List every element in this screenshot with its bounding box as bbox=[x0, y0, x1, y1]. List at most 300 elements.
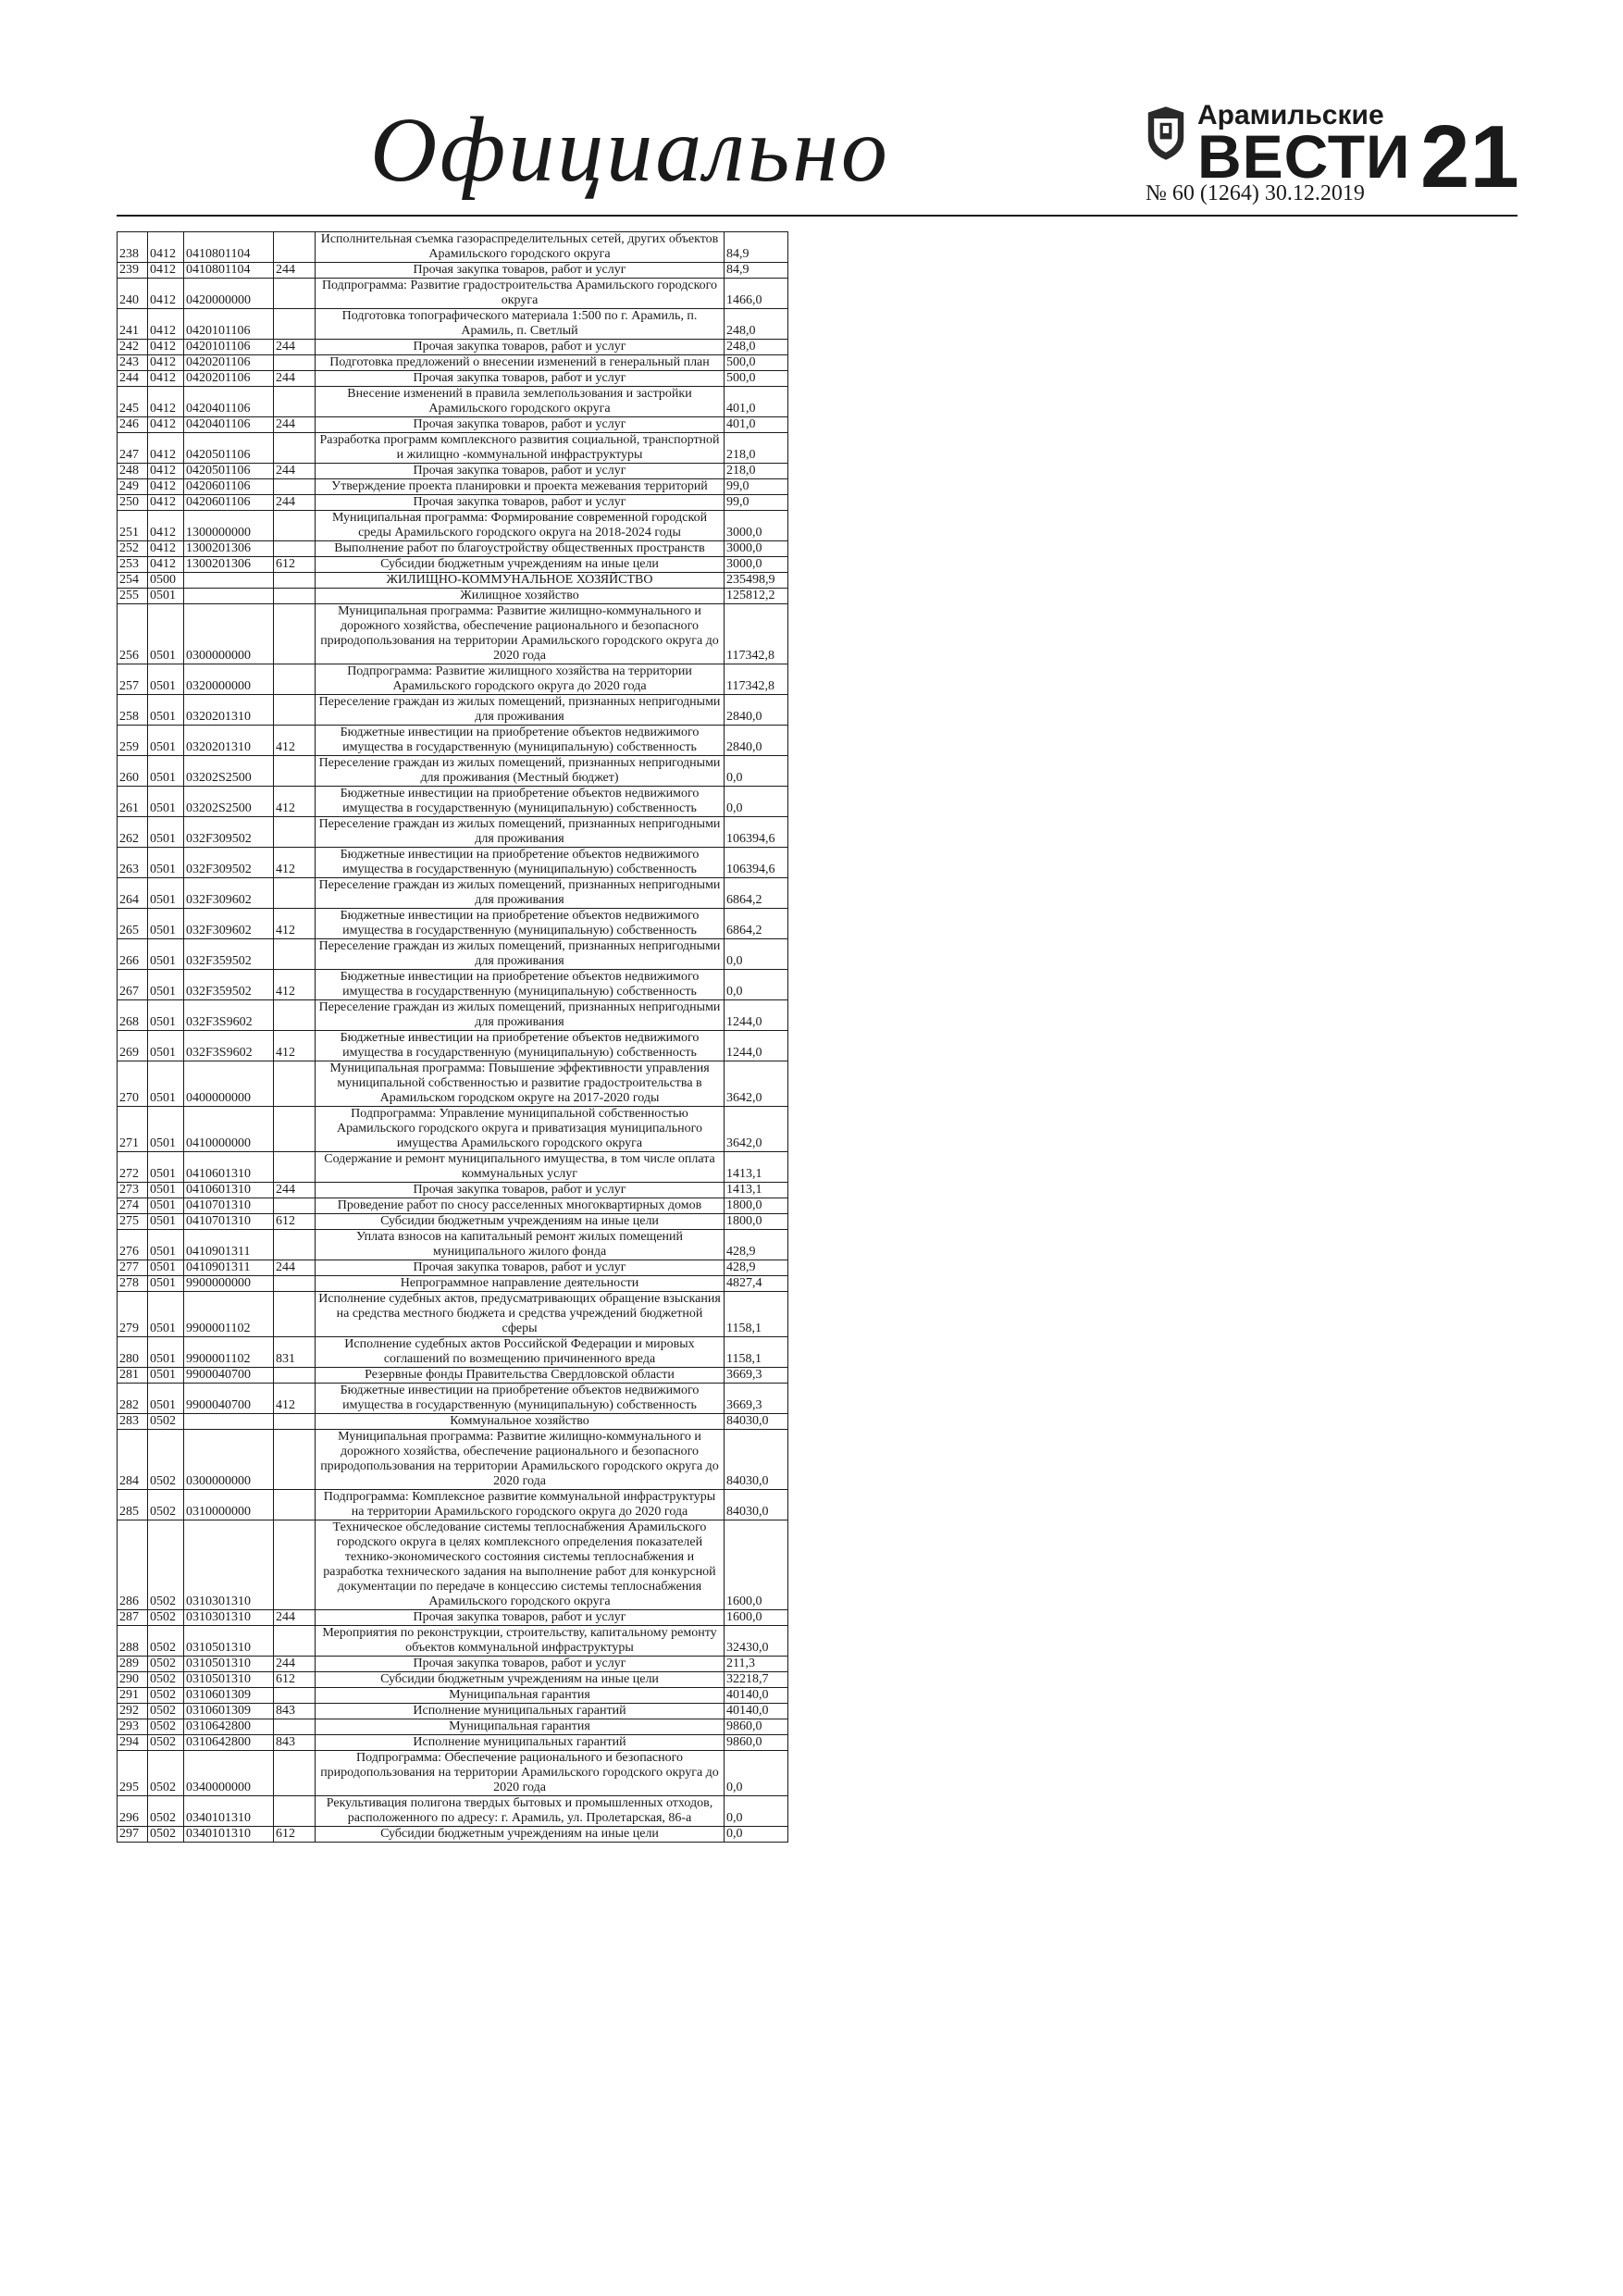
section-code: 0501 bbox=[148, 848, 184, 878]
amount: 1413,1 bbox=[725, 1152, 788, 1183]
target-article: 032F309502 bbox=[184, 848, 274, 878]
table-row bbox=[118, 1751, 788, 1796]
item-name: Внесение изменений в правила землепользования и застройки Арамильского городского округа bbox=[316, 387, 725, 417]
item-name: Муниципальная гарантия bbox=[316, 1688, 725, 1704]
target-article: 0420401106 bbox=[184, 417, 274, 433]
amount: 218,0 bbox=[725, 433, 788, 464]
table-row bbox=[118, 695, 788, 726]
table-row bbox=[118, 878, 788, 909]
expense-type bbox=[274, 1152, 316, 1183]
item-name: Прочая закупка товаров, работ и услуг bbox=[316, 371, 725, 387]
expense-type bbox=[274, 1626, 316, 1657]
section-code: 0501 bbox=[148, 909, 184, 939]
target-article: 9900001102 bbox=[184, 1337, 274, 1368]
expense-type: 612 bbox=[274, 1672, 316, 1688]
table-row bbox=[118, 970, 788, 1000]
expense-type bbox=[274, 756, 316, 787]
section-code: 0501 bbox=[148, 1198, 184, 1214]
target-article: 032F359502 bbox=[184, 939, 274, 970]
item-name: Исполнение муниципальных гарантий bbox=[316, 1735, 725, 1751]
expense-type bbox=[274, 1292, 316, 1337]
item-name: Переселение граждан из жилых помещений, признанных непригодными для проживания bbox=[316, 695, 725, 726]
amount: 106394,6 bbox=[725, 848, 788, 878]
amount: 428,9 bbox=[725, 1260, 788, 1276]
expense-type bbox=[274, 878, 316, 909]
target-article: 0310301310 bbox=[184, 1520, 274, 1610]
row-number: 297 bbox=[118, 1827, 148, 1843]
expense-type: 244 bbox=[274, 464, 316, 479]
item-name: Муниципальная программа: Повышение эффективности управления муниципальной собственностью и развитие градостроительства в Арамильском городском округе на 2017-2020 годы bbox=[316, 1061, 725, 1107]
section-code: 0501 bbox=[148, 817, 184, 848]
item-name: Подготовка предложений о внесении изменений в генеральный план bbox=[316, 355, 725, 371]
item-name: Жилищное хозяйство bbox=[316, 589, 725, 604]
amount: 1244,0 bbox=[725, 1000, 788, 1031]
target-article: 0320201310 bbox=[184, 726, 274, 756]
row-number: 272 bbox=[118, 1152, 148, 1183]
target-article: 0300000000 bbox=[184, 1430, 274, 1490]
amount: 1800,0 bbox=[725, 1198, 788, 1214]
item-name: Содержание и ремонт муниципального имущества, в том числе оплата коммунальных услуг bbox=[316, 1152, 725, 1183]
expense-type bbox=[274, 1368, 316, 1384]
item-name: Исполнение судебных актов, предусматривающих обращение взыскания на средства местного бюджета и средства учреждений бюджетной сферы bbox=[316, 1292, 725, 1337]
amount: 0,0 bbox=[725, 756, 788, 787]
row-number: 269 bbox=[118, 1031, 148, 1061]
section-code: 0501 bbox=[148, 756, 184, 787]
expense-type bbox=[274, 589, 316, 604]
expense-type bbox=[274, 309, 316, 340]
amount: 32218,7 bbox=[725, 1672, 788, 1688]
item-name: ЖИЛИЩНО-КОММУНАЛЬНОЕ ХОЗЯЙСТВО bbox=[316, 573, 725, 589]
table-row bbox=[118, 1198, 788, 1214]
item-name: Подпрограмма: Развитие жилищного хозяйства на территории Арамильского городского округа до 2020 года bbox=[316, 664, 725, 695]
item-name: Субсидии бюджетным учреждениям на иные цели bbox=[316, 1827, 725, 1843]
page-number: 21 bbox=[1420, 107, 1519, 206]
section-code: 0502 bbox=[148, 1704, 184, 1719]
target-article: 0410901311 bbox=[184, 1230, 274, 1260]
row-number: 266 bbox=[118, 939, 148, 970]
item-name: Бюджетные инвестиции на приобретение объектов недвижимого имущества в государственную (муниципальную) собственность bbox=[316, 848, 725, 878]
section-code: 0501 bbox=[148, 970, 184, 1000]
item-name: Резервные фонды Правительства Свердловской области bbox=[316, 1368, 725, 1384]
target-article: 0400000000 bbox=[184, 1061, 274, 1107]
row-number: 265 bbox=[118, 909, 148, 939]
item-name: Проведение работ по сносу расселенных многоквартирных домов bbox=[316, 1198, 725, 1214]
section-code: 0501 bbox=[148, 589, 184, 604]
table-row bbox=[118, 232, 788, 263]
target-article: 0420501106 bbox=[184, 464, 274, 479]
row-number: 285 bbox=[118, 1490, 148, 1520]
item-name: Техническое обследование системы теплоснабжения Арамильского городского округа в целях комплексного определения показателей технико-экономического состояния системы теплоснабжения и разработка технического задания на выполнение работ для конкурсной документации по передаче в концессию системы теплоснабжения Арамильского городского округа bbox=[316, 1520, 725, 1610]
amount: 40140,0 bbox=[725, 1704, 788, 1719]
expense-type: 244 bbox=[274, 1657, 316, 1672]
expense-type bbox=[274, 433, 316, 464]
section-code: 0502 bbox=[148, 1626, 184, 1657]
row-number: 251 bbox=[118, 511, 148, 541]
target-article: 0410601310 bbox=[184, 1183, 274, 1198]
item-name: Разработка программ комплексного развития социальной, транспортной и жилищно -коммунальной инфраструктуры bbox=[316, 433, 725, 464]
table-row bbox=[118, 1276, 788, 1292]
section-code: 0501 bbox=[148, 1368, 184, 1384]
amount: 2840,0 bbox=[725, 695, 788, 726]
expense-type bbox=[274, 1198, 316, 1214]
table-row bbox=[118, 1152, 788, 1183]
item-name: Подпрограмма: Обеспечение рационального и безопасного природопользования на территории Арамильского городского округа до 2020 года bbox=[316, 1751, 725, 1796]
expense-type bbox=[274, 387, 316, 417]
row-number: 283 bbox=[118, 1414, 148, 1430]
target-article: 0300000000 bbox=[184, 604, 274, 664]
section-code: 0502 bbox=[148, 1751, 184, 1796]
table-row bbox=[118, 1384, 788, 1414]
item-name: Прочая закупка товаров, работ и услуг bbox=[316, 263, 725, 279]
row-number: 256 bbox=[118, 604, 148, 664]
section-code: 0502 bbox=[148, 1796, 184, 1827]
expense-type: 244 bbox=[274, 1183, 316, 1198]
section-code: 0501 bbox=[148, 664, 184, 695]
item-name: Уплата взносов на капитальный ремонт жилых помещений муниципального жилого фонда bbox=[316, 1230, 725, 1260]
section-code: 0501 bbox=[148, 1292, 184, 1337]
table-row bbox=[118, 1520, 788, 1610]
section-code: 0412 bbox=[148, 541, 184, 557]
amount: 1413,1 bbox=[725, 1183, 788, 1198]
table-row bbox=[118, 589, 788, 604]
table-row bbox=[118, 263, 788, 279]
expense-type bbox=[274, 604, 316, 664]
table-row bbox=[118, 541, 788, 557]
header-rule bbox=[117, 215, 1518, 217]
item-name: Бюджетные инвестиции на приобретение объектов недвижимого имущества в государственную (муниципальную) собственность bbox=[316, 1031, 725, 1061]
expense-type bbox=[274, 939, 316, 970]
item-name: Подпрограмма: Развитие градостроительства Арамильского городского округа bbox=[316, 279, 725, 309]
left-column bbox=[117, 231, 788, 1843]
table-row bbox=[118, 387, 788, 417]
budget-table-left bbox=[117, 231, 788, 1843]
amount: 500,0 bbox=[725, 371, 788, 387]
row-number: 289 bbox=[118, 1657, 148, 1672]
table-row bbox=[118, 1107, 788, 1152]
amount: 106394,6 bbox=[725, 817, 788, 848]
table-row bbox=[118, 464, 788, 479]
target-article: 0420401106 bbox=[184, 387, 274, 417]
section-code: 0502 bbox=[148, 1414, 184, 1430]
item-name: Переселение граждан из жилых помещений, признанных непригодными для проживания bbox=[316, 878, 725, 909]
table-row bbox=[118, 1719, 788, 1735]
section-code: 0502 bbox=[148, 1490, 184, 1520]
expense-type bbox=[274, 1061, 316, 1107]
target-article: 0420501106 bbox=[184, 433, 274, 464]
row-number: 288 bbox=[118, 1626, 148, 1657]
table-row bbox=[118, 1827, 788, 1843]
row-number: 292 bbox=[118, 1704, 148, 1719]
amount: 117342,8 bbox=[725, 664, 788, 695]
amount: 6864,2 bbox=[725, 909, 788, 939]
target-article bbox=[184, 573, 274, 589]
table-row bbox=[118, 309, 788, 340]
table-row bbox=[118, 340, 788, 355]
item-name: Подпрограмма: Управление муниципальной собственностью Арамильского городского округа и приватизация муниципального имущества Арамильского городского округа bbox=[316, 1107, 725, 1152]
expense-type bbox=[274, 541, 316, 557]
expense-type: 244 bbox=[274, 263, 316, 279]
row-number: 279 bbox=[118, 1292, 148, 1337]
expense-type bbox=[274, 1000, 316, 1031]
target-article: 03202S2500 bbox=[184, 787, 274, 817]
target-article: 0320000000 bbox=[184, 664, 274, 695]
expense-type: 244 bbox=[274, 340, 316, 355]
row-number: 261 bbox=[118, 787, 148, 817]
table-row bbox=[118, 495, 788, 511]
item-name: Муниципальная программа: Развитие жилищно-коммунального и дорожного хозяйства, обеспечение рационального и безопасного природопользования на территории Арамильского городского округа до 2020 года bbox=[316, 604, 725, 664]
target-article: 0420601106 bbox=[184, 495, 274, 511]
row-number: 295 bbox=[118, 1751, 148, 1796]
expense-type: 244 bbox=[274, 371, 316, 387]
amount: 401,0 bbox=[725, 417, 788, 433]
row-number: 291 bbox=[118, 1688, 148, 1704]
target-article: 03202S2500 bbox=[184, 756, 274, 787]
expense-type: 412 bbox=[274, 909, 316, 939]
item-name: Прочая закупка товаров, работ и услуг bbox=[316, 1260, 725, 1276]
expense-type bbox=[274, 479, 316, 495]
item-name: Выполнение работ по благоустройству общественных пространств bbox=[316, 541, 725, 557]
row-number: 286 bbox=[118, 1520, 148, 1610]
target-article: 0410601310 bbox=[184, 1152, 274, 1183]
item-name: Рекультивация полигона твердых бытовых и промышленных отходов, расположенного по адресу: г. Арамиль, ул. Пролетарская, 86-а bbox=[316, 1796, 725, 1827]
row-number: 250 bbox=[118, 495, 148, 511]
row-number: 262 bbox=[118, 817, 148, 848]
amount: 1600,0 bbox=[725, 1520, 788, 1610]
row-number: 260 bbox=[118, 756, 148, 787]
row-number: 293 bbox=[118, 1719, 148, 1735]
table-row bbox=[118, 1490, 788, 1520]
expense-type: 244 bbox=[274, 1260, 316, 1276]
table-row bbox=[118, 1230, 788, 1260]
table-row bbox=[118, 279, 788, 309]
section-code: 0501 bbox=[148, 1276, 184, 1292]
target-article: 0310642800 bbox=[184, 1735, 274, 1751]
section-code: 0502 bbox=[148, 1657, 184, 1672]
amount: 84030,0 bbox=[725, 1430, 788, 1490]
table-row bbox=[118, 664, 788, 695]
table-row bbox=[118, 1672, 788, 1688]
table-row bbox=[118, 1260, 788, 1276]
row-number: 252 bbox=[118, 541, 148, 557]
target-article: 0410701310 bbox=[184, 1198, 274, 1214]
table-row bbox=[118, 1610, 788, 1626]
item-name: Прочая закупка товаров, работ и услуг bbox=[316, 1183, 725, 1198]
row-number: 259 bbox=[118, 726, 148, 756]
target-article: 0420201106 bbox=[184, 371, 274, 387]
issue-info: № 60 (1264) 30.12.2019 bbox=[1146, 181, 1365, 205]
item-name: Субсидии бюджетным учреждениям на иные цели bbox=[316, 557, 725, 573]
amount: 0,0 bbox=[725, 1827, 788, 1843]
row-number: 258 bbox=[118, 695, 148, 726]
expense-type: 244 bbox=[274, 1610, 316, 1626]
item-name: Бюджетные инвестиции на приобретение объектов недвижимого имущества в государственную (муниципальную) собственность bbox=[316, 726, 725, 756]
expense-type: 612 bbox=[274, 1214, 316, 1230]
amount: 428,9 bbox=[725, 1230, 788, 1260]
row-number: 240 bbox=[118, 279, 148, 309]
item-name: Непрограммное направление деятельности bbox=[316, 1276, 725, 1292]
target-article: 0310642800 bbox=[184, 1719, 274, 1735]
section-code: 0500 bbox=[148, 573, 184, 589]
section-code: 0412 bbox=[148, 387, 184, 417]
expense-type bbox=[274, 695, 316, 726]
amount: 3000,0 bbox=[725, 557, 788, 573]
target-article: 1300201306 bbox=[184, 541, 274, 557]
item-name: Утверждение проекта планировки и проекта межевания территорий bbox=[316, 479, 725, 495]
table-row bbox=[118, 1688, 788, 1704]
expense-type bbox=[274, 1414, 316, 1430]
table-row bbox=[118, 726, 788, 756]
city-crest-icon bbox=[1144, 104, 1188, 163]
table-row bbox=[118, 1183, 788, 1198]
amount: 40140,0 bbox=[725, 1688, 788, 1704]
section-code: 0502 bbox=[148, 1520, 184, 1610]
page-title: Официально bbox=[370, 98, 890, 201]
row-number: 294 bbox=[118, 1735, 148, 1751]
amount: 3000,0 bbox=[725, 511, 788, 541]
amount: 0,0 bbox=[725, 939, 788, 970]
expense-type bbox=[274, 1107, 316, 1152]
section-code: 0502 bbox=[148, 1430, 184, 1490]
item-name: Муниципальная гарантия bbox=[316, 1719, 725, 1735]
amount: 32430,0 bbox=[725, 1626, 788, 1657]
amount: 401,0 bbox=[725, 387, 788, 417]
target-article: 032F309502 bbox=[184, 817, 274, 848]
row-number: 264 bbox=[118, 878, 148, 909]
target-article bbox=[184, 589, 274, 604]
section-code: 0501 bbox=[148, 1384, 184, 1414]
item-name: Коммунальное хозяйство bbox=[316, 1414, 725, 1430]
target-article: 0310601309 bbox=[184, 1704, 274, 1719]
target-article: 9900001102 bbox=[184, 1292, 274, 1337]
target-article: 0420101106 bbox=[184, 309, 274, 340]
amount: 4827,4 bbox=[725, 1276, 788, 1292]
brand-name-top: Арамильские bbox=[1197, 100, 1384, 130]
amount: 125812,2 bbox=[725, 589, 788, 604]
target-article: 0310301310 bbox=[184, 1610, 274, 1626]
amount: 0,0 bbox=[725, 787, 788, 817]
expense-type: 843 bbox=[274, 1735, 316, 1751]
row-number: 263 bbox=[118, 848, 148, 878]
item-name: Прочая закупка товаров, работ и услуг bbox=[316, 340, 725, 355]
amount: 99,0 bbox=[725, 495, 788, 511]
target-article: 032F3S9602 bbox=[184, 1031, 274, 1061]
expense-type: 831 bbox=[274, 1337, 316, 1368]
expense-type: 412 bbox=[274, 1384, 316, 1414]
item-name: Бюджетные инвестиции на приобретение объектов недвижимого имущества в государственную (муниципальную) собственность bbox=[316, 1384, 725, 1414]
row-number: 270 bbox=[118, 1061, 148, 1107]
row-number: 267 bbox=[118, 970, 148, 1000]
amount: 1158,1 bbox=[725, 1292, 788, 1337]
row-number: 273 bbox=[118, 1183, 148, 1198]
target-article: 0320201310 bbox=[184, 695, 274, 726]
section-code: 0412 bbox=[148, 371, 184, 387]
section-code: 0501 bbox=[148, 1107, 184, 1152]
section-code: 0412 bbox=[148, 355, 184, 371]
amount: 0,0 bbox=[725, 1751, 788, 1796]
item-name: Субсидии бюджетным учреждениям на иные цели bbox=[316, 1672, 725, 1688]
row-number: 275 bbox=[118, 1214, 148, 1230]
amount: 3642,0 bbox=[725, 1107, 788, 1152]
item-name: Прочая закупка товаров, работ и услуг bbox=[316, 417, 725, 433]
section-code: 0412 bbox=[148, 464, 184, 479]
expense-type bbox=[274, 1520, 316, 1610]
table-row bbox=[118, 557, 788, 573]
section-code: 0412 bbox=[148, 479, 184, 495]
item-name: Бюджетные инвестиции на приобретение объектов недвижимого имущества в государственную (муниципальную) собственность bbox=[316, 787, 725, 817]
row-number: 254 bbox=[118, 573, 148, 589]
target-article: 9900040700 bbox=[184, 1368, 274, 1384]
target-article: 0340101310 bbox=[184, 1827, 274, 1843]
target-article: 0340000000 bbox=[184, 1751, 274, 1796]
item-name: Муниципальная программа: Развитие жилищно-коммунального и дорожного хозяйства, обеспечение рационального и безопасного природопользования на территории Арамильского городского округа до 2020 года bbox=[316, 1430, 725, 1490]
section-code: 0501 bbox=[148, 939, 184, 970]
item-name: Переселение граждан из жилых помещений, признанных непригодными для проживания bbox=[316, 939, 725, 970]
table-row bbox=[118, 939, 788, 970]
target-article bbox=[184, 1414, 274, 1430]
target-article: 0410701310 bbox=[184, 1214, 274, 1230]
row-number: 243 bbox=[118, 355, 148, 371]
amount: 84030,0 bbox=[725, 1414, 788, 1430]
table-row bbox=[118, 1292, 788, 1337]
section-code: 0502 bbox=[148, 1672, 184, 1688]
section-code: 0502 bbox=[148, 1735, 184, 1751]
target-article: 9900000000 bbox=[184, 1276, 274, 1292]
table-row bbox=[118, 909, 788, 939]
amount: 3669,3 bbox=[725, 1384, 788, 1414]
amount: 1800,0 bbox=[725, 1214, 788, 1230]
expense-type bbox=[274, 1751, 316, 1796]
amount: 248,0 bbox=[725, 309, 788, 340]
expense-type: 244 bbox=[274, 495, 316, 511]
expense-type bbox=[274, 279, 316, 309]
expense-type bbox=[274, 1276, 316, 1292]
item-name: Прочая закупка товаров, работ и услуг bbox=[316, 1610, 725, 1626]
item-name: Переселение граждан из жилых помещений, признанных непригодными для проживания (Местный бюджет) bbox=[316, 756, 725, 787]
table-row bbox=[118, 1031, 788, 1061]
row-number: 253 bbox=[118, 557, 148, 573]
target-article: 0310601309 bbox=[184, 1688, 274, 1704]
amount: 0,0 bbox=[725, 1796, 788, 1827]
target-article: 0420601106 bbox=[184, 479, 274, 495]
expense-type: 612 bbox=[274, 557, 316, 573]
expense-type: 412 bbox=[274, 787, 316, 817]
section-code: 0501 bbox=[148, 726, 184, 756]
amount: 84,9 bbox=[725, 263, 788, 279]
target-article: 0420101106 bbox=[184, 340, 274, 355]
table-row bbox=[118, 787, 788, 817]
target-article: 032F359502 bbox=[184, 970, 274, 1000]
amount: 9860,0 bbox=[725, 1719, 788, 1735]
expense-type bbox=[274, 1688, 316, 1704]
expense-type: 612 bbox=[274, 1827, 316, 1843]
row-number: 249 bbox=[118, 479, 148, 495]
row-number: 255 bbox=[118, 589, 148, 604]
item-name: Бюджетные инвестиции на приобретение объектов недвижимого имущества в государственную (муниципальную) собственность bbox=[316, 909, 725, 939]
expense-type bbox=[274, 511, 316, 541]
table-row bbox=[118, 756, 788, 787]
amount: 211,3 bbox=[725, 1657, 788, 1672]
row-number: 241 bbox=[118, 309, 148, 340]
amount: 500,0 bbox=[725, 355, 788, 371]
target-article: 0420201106 bbox=[184, 355, 274, 371]
amount: 1244,0 bbox=[725, 1031, 788, 1061]
target-article: 9900040700 bbox=[184, 1384, 274, 1414]
expense-type: 412 bbox=[274, 726, 316, 756]
amount: 117342,8 bbox=[725, 604, 788, 664]
amount: 1158,1 bbox=[725, 1337, 788, 1368]
section-code: 0412 bbox=[148, 511, 184, 541]
row-number: 278 bbox=[118, 1276, 148, 1292]
